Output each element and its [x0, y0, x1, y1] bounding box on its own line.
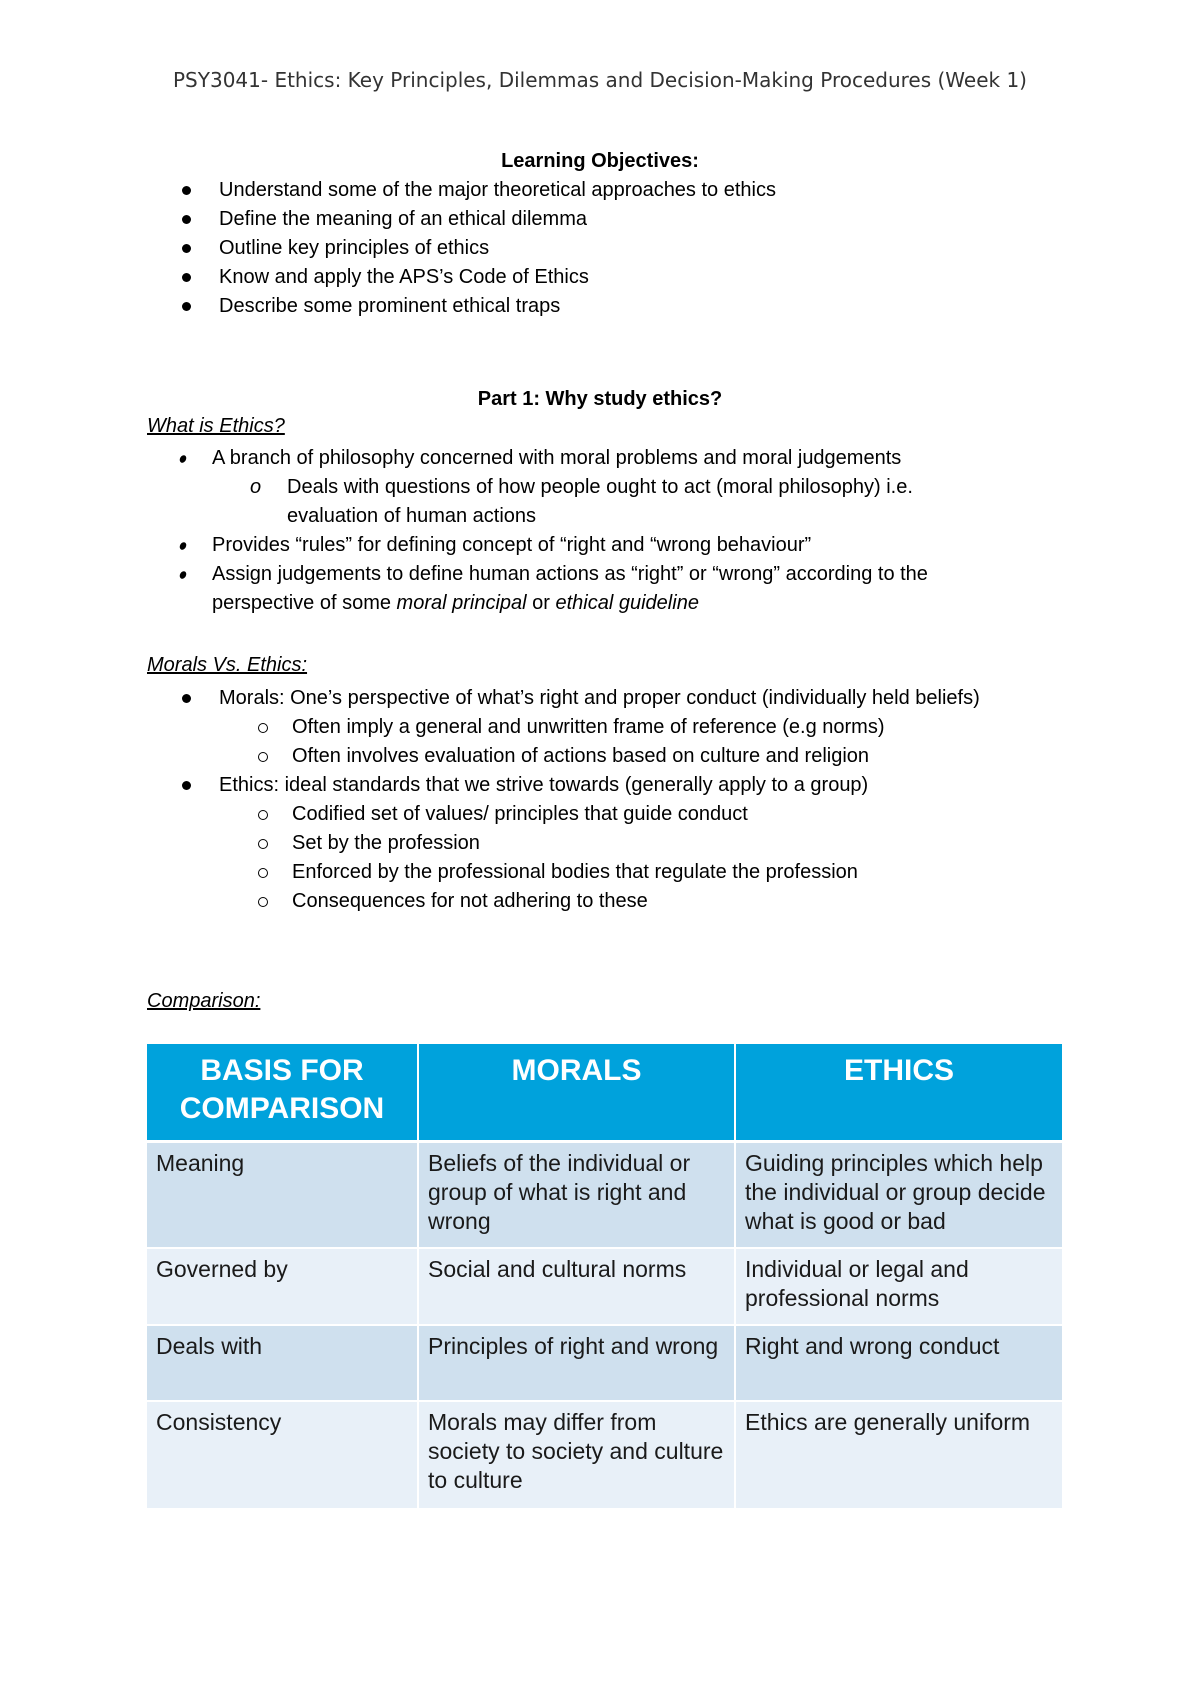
- table-cell: Principles of right and wrong: [419, 1326, 736, 1402]
- table-cell: Right and wrong conduct: [736, 1326, 1062, 1402]
- table-row: [147, 1143, 1062, 1249]
- table-cell: Morals may differ from society to society and culture to culture: [419, 1402, 736, 1510]
- bullet-icon: [178, 454, 187, 464]
- bullet-icon: [182, 215, 191, 224]
- table-cell: Individual or legal and professional norms: [736, 1249, 1062, 1326]
- what-is-ethics-heading: What is Ethics?: [147, 415, 285, 437]
- bullet-icon: [182, 273, 191, 282]
- objectives-list: [182, 176, 1082, 321]
- table-cell: Meaning: [147, 1143, 419, 1249]
- bullet-icon: [178, 541, 187, 551]
- list-item: Describe some prominent ethical traps: [182, 292, 1082, 321]
- table-row: [147, 1249, 1062, 1326]
- morals-vs-ethics-list: [182, 684, 1062, 916]
- part1-heading: Part 1: Why study ethics?: [477, 388, 723, 410]
- table-row: [147, 1326, 1062, 1402]
- bullet-icon: [178, 570, 187, 580]
- objectives-heading: Learning Objectives:: [501, 150, 699, 172]
- bullet-icon: [182, 302, 191, 311]
- list-item: o Deals with questions of how people ought to act (moral philosophy) i.e. evaluation of human actions: [178, 473, 987, 531]
- list-item: Consequences for not adhering to these: [182, 887, 1062, 916]
- table-header-ethics: ETHICS: [736, 1044, 1062, 1143]
- sub-bullet-icon: [258, 723, 268, 733]
- table-cell: Consistency: [147, 1402, 419, 1510]
- page-header: PSY3041- Ethics: Key Principles, Dilemmas and Decision-Making Procedures (Week 1): [173, 68, 1027, 92]
- list-item: Ethics: ideal standards that we strive towards (generally apply to a group): [182, 771, 1062, 800]
- table-cell: Guiding principles which help the individual or group decide what is good or bad: [736, 1143, 1062, 1249]
- list-item: Often involves evaluation of actions based on culture and religion: [182, 742, 1062, 771]
- list-item: Enforced by the professional bodies that regulate the profession: [182, 858, 1062, 887]
- table-header-morals: MORALS: [419, 1044, 736, 1143]
- list-item: Define the meaning of an ethical dilemma: [182, 205, 1082, 234]
- what-is-ethics-list: [178, 444, 1058, 618]
- list-item: Assign judgements to define human actions as “right” or “wrong” according to the perspective of some moral principal or ethical guideline: [178, 560, 1012, 618]
- list-item: Set by the profession: [182, 829, 1062, 858]
- sub-bullet-icon: [258, 897, 268, 907]
- sub-bullet-icon: [258, 868, 268, 878]
- bullet-icon: [182, 244, 191, 253]
- table-cell: Governed by: [147, 1249, 419, 1326]
- comparison-heading: Comparison:: [147, 990, 261, 1012]
- bullet-icon: [182, 186, 191, 195]
- list-item: A branch of philosophy concerned with moral problems and moral judgements: [178, 444, 1058, 473]
- list-item: Understand some of the major theoretical approaches to ethics: [182, 176, 1082, 205]
- morals-vs-ethics-heading: Morals Vs. Ethics:: [147, 654, 308, 676]
- sub-bullet-icon: [258, 839, 268, 849]
- table-cell: Social and cultural norms: [419, 1249, 736, 1326]
- bullet-icon: [182, 781, 191, 790]
- list-item: Know and apply the APS’s Code of Ethics: [182, 263, 1082, 292]
- comparison-table: [147, 1044, 1062, 1510]
- table-row: [147, 1402, 1062, 1510]
- list-item: Often imply a general and unwritten frame of reference (e.g norms): [182, 713, 1062, 742]
- sub-bullet-icon: [258, 810, 268, 820]
- bullet-icon: [182, 694, 191, 703]
- table-header-row: [147, 1044, 1062, 1143]
- sub-bullet-icon: [258, 752, 268, 762]
- list-item: Codified set of values/ principles that guide conduct: [182, 800, 1062, 829]
- table-cell: Ethics are generally uniform: [736, 1402, 1062, 1510]
- table-header-basis: BASIS FOR COMPARISON: [147, 1044, 419, 1143]
- table-cell: Deals with: [147, 1326, 419, 1402]
- list-item: Morals: One’s perspective of what’s right and proper conduct (individually held beliefs): [182, 684, 999, 713]
- list-item: Provides “rules” for defining concept of “right and “wrong behaviour”: [178, 531, 1058, 560]
- table-cell: Beliefs of the individual or group of what is right and wrong: [419, 1143, 736, 1249]
- sub-bullet-icon: o: [250, 476, 262, 498]
- list-item: Outline key principles of ethics: [182, 234, 1082, 263]
